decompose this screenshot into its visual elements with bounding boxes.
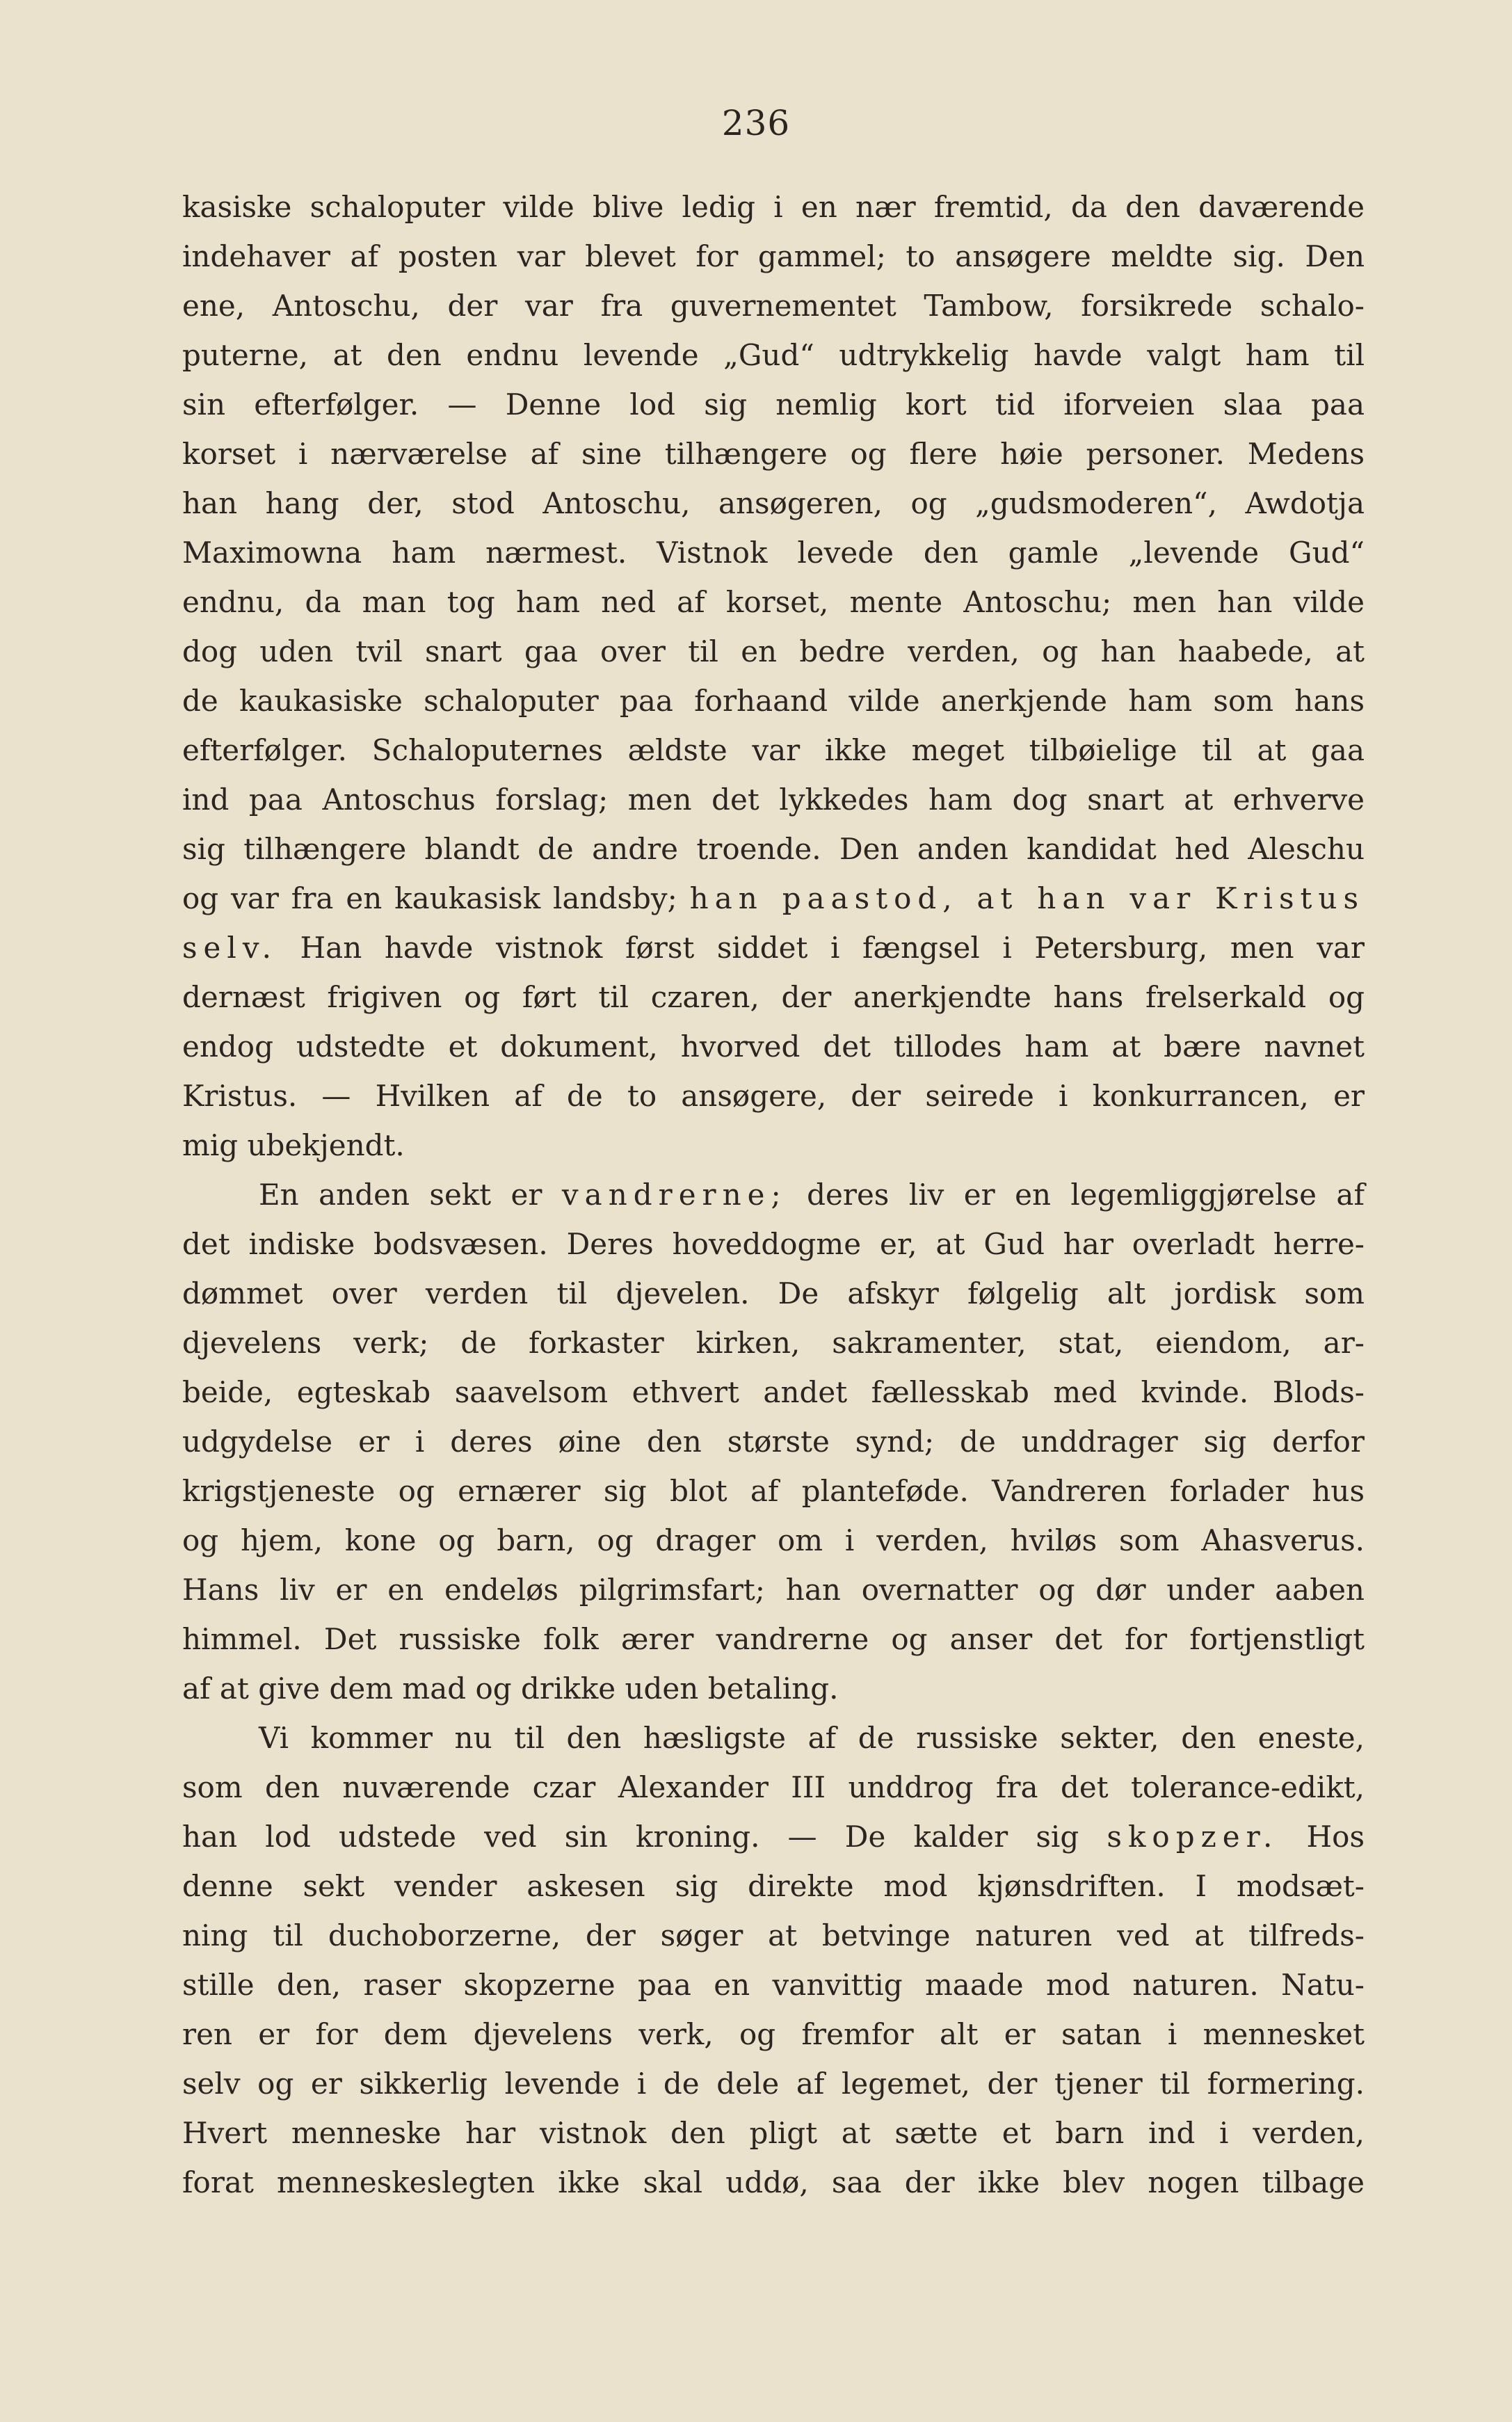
- text-line-content: ning til duchoborzerne, der søger at betvinge naturen ved at tilfreds-: [182, 1918, 1365, 1952]
- spaced-emphasis: skopzer.: [1107, 1820, 1279, 1854]
- text-line: [182, 775, 1365, 824]
- text-line-content: af at give dem mad og drikke uden betaling.: [182, 1671, 839, 1706]
- text-line-content: efterfølger. Schaloputernes ældste var ikke meget tilbøielige til at gaa: [182, 733, 1365, 767]
- text-line: [182, 1960, 1365, 2010]
- text-line: [182, 1664, 1365, 1713]
- text-line: [182, 923, 1365, 972]
- text-line-content: ene, Antoschu, der var fra guvernementet Tambow, forsikrede schalo-: [182, 289, 1365, 323]
- spaced-emphasis: selv.: [182, 931, 278, 965]
- text-line: [182, 725, 1365, 775]
- text-line: [182, 824, 1365, 874]
- text-line-content: djevelens verk; de forkaster kirken, sakramenter, stat, eiendom, ar-: [182, 1326, 1365, 1360]
- text-line-content: de kaukasiske schaloputer paa forhaand vilde anerkjende ham som hans: [182, 684, 1365, 718]
- text-line: [182, 2158, 1365, 2207]
- text-line: [182, 1417, 1365, 1466]
- spaced-emphasis: han paastod, at han var Kristus: [689, 881, 1365, 915]
- text-line-content: kasiske schaloputer vilde blive ledig i en nær fremtid, da den daværende: [182, 190, 1365, 224]
- text-line-content: puterne, at den endnu levende „Gud“ udtrykkelig havde valgt ham til: [182, 338, 1365, 372]
- text-line: [182, 1763, 1365, 1812]
- page-number: 236: [721, 103, 791, 143]
- spaced-emphasis: vandrerne;: [561, 1178, 787, 1212]
- text-line: [182, 1614, 1365, 1664]
- text-line-content: og hjem, kone og barn, og drager om i verden, hviløs som Ahasverus.: [182, 1523, 1365, 1557]
- text-line: [182, 1121, 1365, 1170]
- text-line-content: Hvert menneske har vistnok den pligt at sætte et barn ind i verden,: [182, 2116, 1365, 2150]
- text-line-content: denne sekt vender askesen sig direkte mod kjønsdriften. I modsæt-: [182, 1869, 1365, 1903]
- body-text: [182, 182, 1365, 2207]
- text-line: [182, 1911, 1365, 1960]
- text-line-content: himmel. Det russiske folk ærer vandrerne og anser det for fortjenstligt: [182, 1622, 1365, 1656]
- text-line-content: korset i nærværelse af sine tilhængere og flere høie personer. Medens: [182, 437, 1365, 471]
- text-line: [182, 972, 1365, 1022]
- text-line: [182, 1713, 1365, 1763]
- text-line: [182, 577, 1365, 627]
- text-line: [182, 1565, 1365, 1614]
- text-line: [182, 1022, 1365, 1071]
- text-line-content: ind paa Antoschus forslag; men det lykkedes ham dog snart at erhverve: [182, 783, 1365, 817]
- text-line-content: stille den, raser skopzerne paa en vanvittig maade mod naturen. Natu-: [182, 1968, 1365, 2002]
- text-line-content: forat menneskeslegten ikke skal uddø, saa der ikke blev nogen tilbage: [182, 2165, 1365, 2199]
- text-line-content: sig tilhængere blandt de andre troende. Den anden kandidat hed Aleschu: [182, 832, 1365, 866]
- text-line-content: Hans liv er en endeløs pilgrimsfart; han overnatter og dør under aaben: [182, 1573, 1365, 1607]
- text-line-content: selv og er sikkerlig levende i de dele af legemet, der tjener til formering.: [182, 2067, 1365, 2101]
- text-line: [182, 1170, 1365, 1219]
- text-line-content: Kristus. — Hvilken af de to ansøgere, der seirede i konkurrancen, er: [182, 1079, 1365, 1113]
- text-line: [182, 429, 1365, 479]
- text-line-content: endnu, da man tog ham ned af korset, mente Antoschu; men han vilde: [182, 585, 1365, 619]
- text-line-content: dernæst frigiven og ført til czaren, der anerkjendte hans frelserkald og: [182, 980, 1365, 1014]
- text-line: [182, 528, 1365, 577]
- text-line: [182, 330, 1365, 380]
- text-line: [182, 627, 1365, 676]
- text-line: [182, 2108, 1365, 2158]
- text-line-content: dog uden tvil snart gaa over til en bedre verden, og han haabede, at: [182, 634, 1365, 668]
- text-line: [182, 1269, 1365, 1318]
- text-line-content: beide, egteskab saavelsom ethvert andet fællesskab med kvinde. Blods-: [182, 1375, 1365, 1409]
- text-line: [182, 1071, 1365, 1121]
- text-line: [182, 1368, 1365, 1417]
- text-line: [182, 1861, 1365, 1911]
- text-line-content: ren er for dem djevelens verk, og fremfor alt er satan i mennesket: [182, 2017, 1365, 2051]
- text-line-content: Maximowna ham nærmest. Vistnok levede den gamle „levende Gud“: [182, 536, 1365, 570]
- text-line: [182, 874, 1365, 923]
- text-line-content: indehaver af posten var blevet for gammel; to ansøgere meldte sig. Den: [182, 239, 1365, 273]
- text-line-content: En anden sekt er: [259, 1178, 542, 1212]
- text-line-content: sin efterfølger. — Denne lod sig nemlig kort tid iforveien slaa paa: [182, 387, 1365, 422]
- text-line: [182, 1318, 1365, 1368]
- text-line-content: udgydelse er i deres øine den største synd; de unddrager sig derfor: [182, 1425, 1365, 1459]
- text-line: [182, 1812, 1365, 1861]
- text-line-rest: Han havde vistnok først siddet i fængsel i Petersburg, men var: [300, 931, 1365, 965]
- text-line-content: dømmet over verden til djevelen. De afskyr følgelig alt jordisk som: [182, 1276, 1365, 1310]
- text-line-content: endog udstedte et dokument, hvorved det tillodes ham at bære navnet: [182, 1029, 1365, 1064]
- text-line: [182, 380, 1365, 429]
- text-line: [182, 1219, 1365, 1269]
- text-line-content: og var fra en kaukasisk landsby;: [182, 881, 677, 915]
- text-line-rest: deres liv er en legemliggjørelse af: [807, 1178, 1365, 1212]
- text-line: [182, 1466, 1365, 1516]
- text-line-rest: Hos: [1306, 1820, 1365, 1854]
- text-line: [182, 2010, 1365, 2059]
- text-line-content: han lod udstede ved sin kroning. — De kalder sig: [182, 1820, 1079, 1854]
- text-line-content: som den nuværende czar Alexander III unddrog fra det tolerance-edikt,: [182, 1770, 1365, 1804]
- text-line: [182, 1516, 1365, 1565]
- text-line: [182, 2059, 1365, 2108]
- text-line-content: mig ubekjendt.: [182, 1128, 405, 1162]
- text-line: [182, 281, 1365, 330]
- text-line-content: Vi kommer nu til den hæsligste af de russiske sekter, den eneste,: [259, 1721, 1365, 1755]
- text-line: [182, 479, 1365, 528]
- text-line-content: krigstjeneste og ernærer sig blot af planteføde. Vandreren forlader hus: [182, 1474, 1365, 1508]
- text-line: [182, 182, 1365, 232]
- text-line: [182, 232, 1365, 281]
- text-line-content: det indiske bodsvæsen. Deres hoveddogme er, at Gud har overladt herre-: [182, 1227, 1365, 1261]
- text-line: [182, 676, 1365, 725]
- text-line-content: han hang der, stod Antoschu, ansøgeren, og „gudsmoderen“, Awdotja: [182, 486, 1365, 520]
